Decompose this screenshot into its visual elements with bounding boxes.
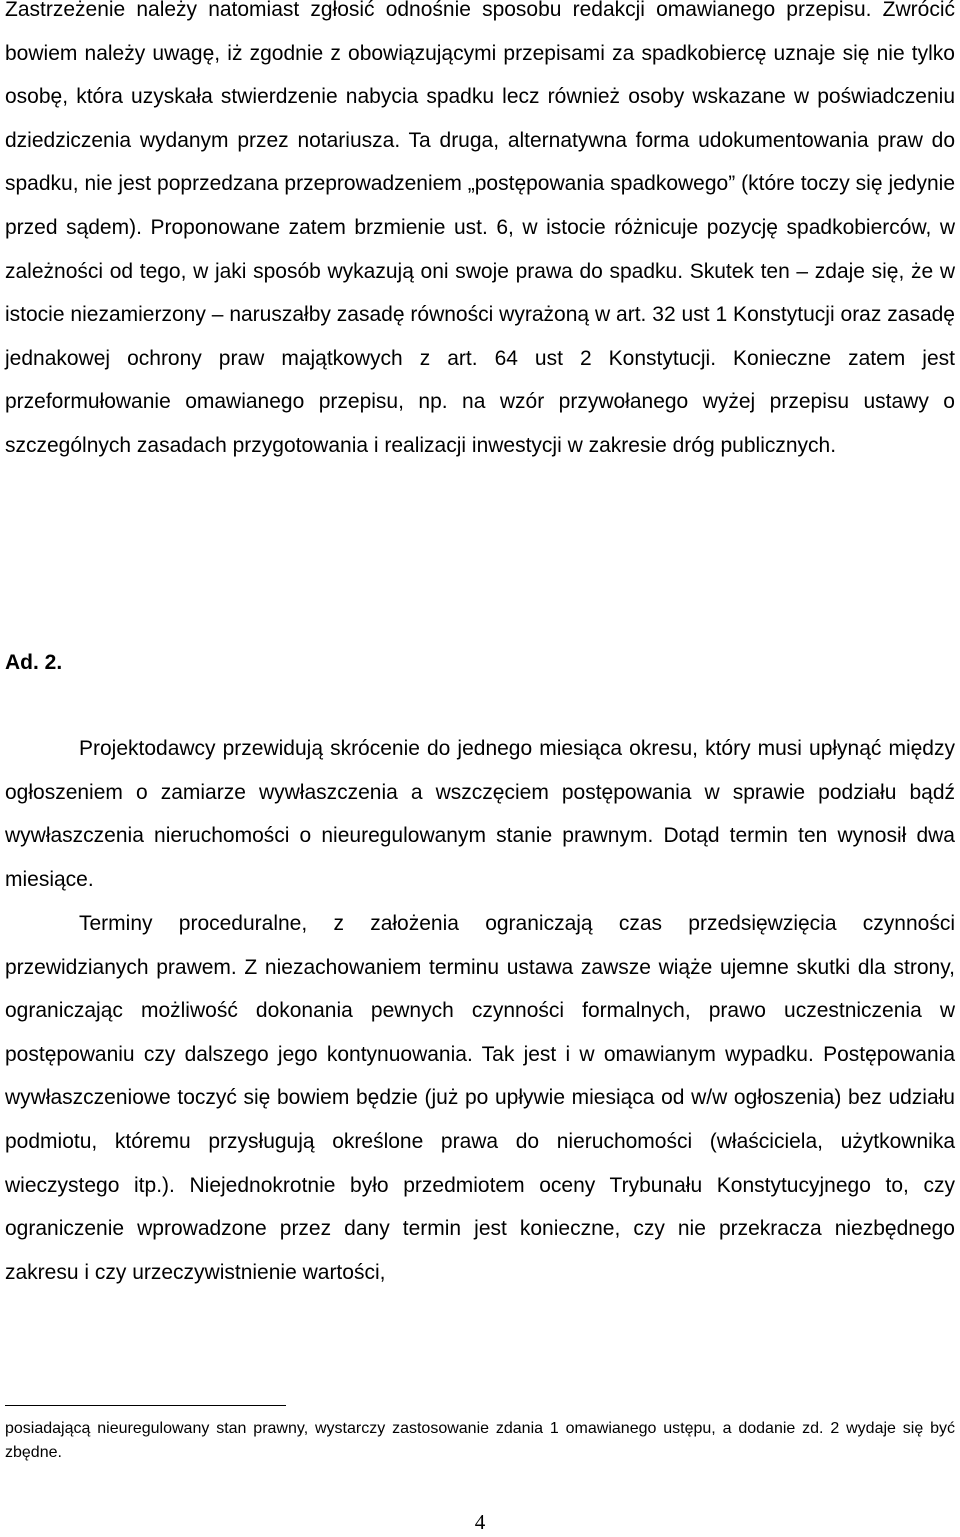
paragraph-procedural-terms: Terminy proceduralne, z założenia ograniczają czas przedsięwzięcia czynności przewidzianych prawem. Z niezachowaniem terminu ustawa zawsze wiąże ujemne skutki dla strony, ograniczając możliwość dokonania pewnych czynności formalnych, prawo uczestniczenia w postępowaniu czy dalszego jego kontynuowania. Tak jest i w omawianym wypadku. Postępowania wywłaszczeniowe toczyć się bowiem będzie (już po upływie miesiąca od w/w ogłoszenia) bez udziału podmiotu, któremu przysługują określone prawa do nieruchomości (właściciela, użytkownika wieczystego itp.). Niejednokrotnie było przedmiotem oceny Trybunału Konstytucyjnego to, czy ograniczenie wprowadzone przez dany termin jest konieczne, czy nie przekracza niezbędnego zakresu i czy urzeczywistnienie wartości, bbox=[5, 912, 955, 1284]
paragraph-redaction-remark: Zastrzeżenie należy natomiast zgłosić odnośnie sposobu redakcji omawianego przepisu. Zwrócić bowiem należy uwagę, iż zgodnie z obowiązującymi przepisami za spadkobiercę uznaje się nie tylko osobę, która uzyskała stwierdzenie nabycia spadku lecz również osoby wskazane w poświadczeniu dziedziczenia wydanym przez notariusza. Ta druga, alternatywna forma udokumentowania praw do spadku, nie jest poprzedzana przeprowadzeniem „postępowania spadkowego” (które toczy się jedynie przed sądem). Proponowane zatem brzmienie ust. 6, w istocie różnicuje pozycję spadkobierców, w zależności od tego, w jaki sposób wykazują oni swoje prawa do spadku. Skutek ten – zdaje się, że w istocie niezamierzony – naruszałby zasadę równości wyrażoną w art. 32 ust 1 Konstytucji oraz zasadę jednakowej ochrony praw majątkowych z art. 64 ust 2 Konstytucji. Konieczne zatem jest przeformułowanie omawianego przepisu, np. na wzór przywołanego wyżej przepisu ustawy o szczególnych zasadach przygotowania i realizacji inwestycji w zakresie dróg publicznych. bbox=[5, 0, 955, 457]
footnote-divider bbox=[5, 1405, 286, 1406]
paragraph-deadline-shortening: Projektodawcy przewidują skrócenie do jednego miesiąca okresu, który musi upłynąć między ogłoszeniem o zamiarze wywłaszczenia a wszczęciem postępowania w sprawie podziału bądź wywłaszczenia nieruchomości o nieuregulowanym stanie prawnym. Dotąd termin ten wynosił dwa miesiące. bbox=[5, 737, 955, 891]
section-heading: Ad. 2. bbox=[5, 651, 63, 674]
footnote-text: posiadającą nieuregulowany stan prawny, wystarczy zastosowanie zdania 1 omawianego ustępu, a dodanie zd. 2 wydaje się być zbędne. bbox=[5, 1420, 955, 1461]
page-number: 4 bbox=[474, 1510, 486, 1534]
